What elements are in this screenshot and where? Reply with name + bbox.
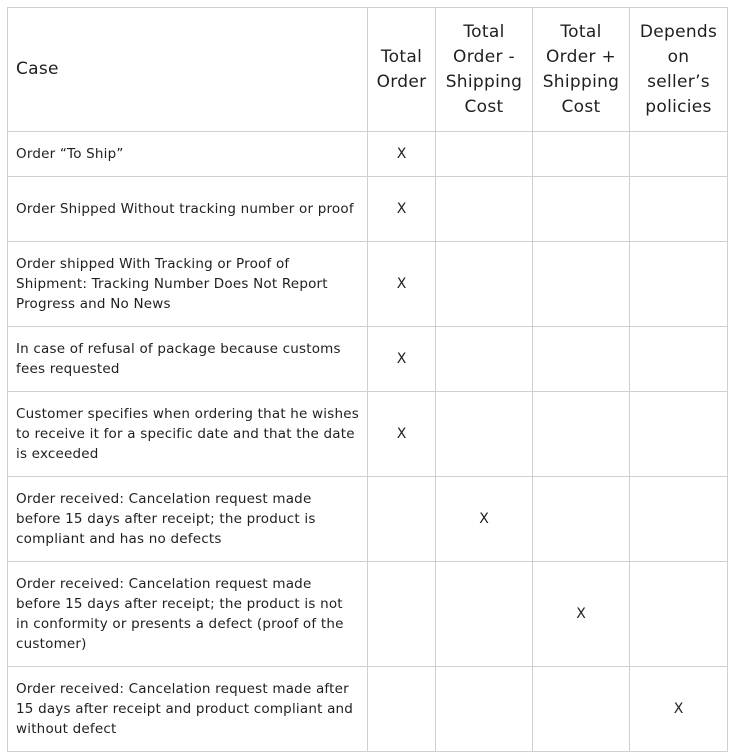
total-minus-shipping-cell: [436, 392, 533, 477]
case-cell: Customer specifies when ordering that he wishes to receive it for a specific date and that the date is exceeded: [8, 392, 368, 477]
case-cell: In case of refusal of package because customs fees requested: [8, 327, 368, 392]
total-minus-shipping-cell: [436, 242, 533, 327]
depends-on-policy-cell: [630, 177, 728, 242]
depends-on-policy-cell: X: [630, 667, 728, 752]
table-row: [8, 327, 728, 392]
total-plus-shipping-cell: [533, 242, 630, 327]
header-total-minus-shipping-line: Cost: [464, 96, 504, 117]
table-row: [8, 242, 728, 327]
case-cell: Order received: Cancelation request made before 15 days after receipt; the product is compliant and has no defects: [8, 477, 368, 562]
total-plus-shipping-cell: X: [533, 562, 630, 667]
header-total-minus-shipping-line: Shipping: [445, 71, 523, 92]
header-total-minus-shipping-line: Total: [463, 21, 505, 42]
depends-on-policy-cell: [630, 242, 728, 327]
header-total-minus-shipping: [436, 8, 533, 132]
total-minus-shipping-cell: [436, 562, 533, 667]
header-depends-on-policy-line: Depends: [639, 21, 718, 42]
table-header: [8, 8, 728, 132]
total-plus-shipping-cell: [533, 327, 630, 392]
header-total-plus-shipping-line: Total: [560, 21, 602, 42]
header-depends-on-policy-line: policies: [645, 96, 712, 117]
header-total-order: [368, 8, 436, 132]
header-case: [8, 8, 368, 132]
depends-on-policy-cell: [630, 327, 728, 392]
header-depends-on-policy-line: on: [667, 46, 690, 67]
header-depends-on-policy-line: seller’s: [647, 71, 710, 92]
depends-on-policy-cell: [630, 132, 728, 177]
total-order-cell: [368, 477, 436, 562]
header-total-plus-shipping-line: Cost: [561, 96, 601, 117]
table-row: [8, 477, 728, 562]
header-total-plus-shipping-line: Shipping: [542, 71, 620, 92]
total-order-cell: [368, 667, 436, 752]
depends-on-policy-cell: [630, 392, 728, 477]
total-minus-shipping-cell: [436, 327, 533, 392]
total-order-cell: X: [368, 132, 436, 177]
header-total-order-line: Total: [380, 46, 423, 67]
table-row: [8, 562, 728, 667]
total-order-cell: [368, 562, 436, 667]
table-row: [8, 177, 728, 242]
case-cell: Order received: Cancelation request made after 15 days after receipt and product compliant and without defect: [8, 667, 368, 752]
header-total-plus-shipping: [533, 8, 630, 132]
case-cell: Order Shipped Without tracking number or proof: [8, 177, 368, 242]
total-minus-shipping-cell: [436, 667, 533, 752]
refund-cases-table: [7, 7, 728, 752]
table-row: [8, 392, 728, 477]
table-body: [8, 132, 728, 752]
case-cell: Order shipped With Tracking or Proof of Shipment: Tracking Number Does Not Report Progress and No News: [8, 242, 368, 327]
total-plus-shipping-cell: [533, 667, 630, 752]
header-case-label: Case: [16, 59, 59, 79]
total-minus-shipping-cell: X: [436, 477, 533, 562]
header-total-order-line: Order: [376, 71, 427, 92]
depends-on-policy-cell: [630, 477, 728, 562]
total-plus-shipping-cell: [533, 177, 630, 242]
case-cell: Order received: Cancelation request made before 15 days after receipt; the product is not in conformity or presents a defect (proof of the customer): [8, 562, 368, 667]
header-row: [8, 8, 728, 132]
depends-on-policy-cell: [630, 562, 728, 667]
case-cell: Order “To Ship”: [8, 132, 368, 177]
total-minus-shipping-cell: [436, 132, 533, 177]
header-total-minus-shipping-line: Order -: [453, 46, 515, 67]
total-plus-shipping-cell: [533, 477, 630, 562]
total-order-cell: X: [368, 177, 436, 242]
total-order-cell: X: [368, 242, 436, 327]
total-order-cell: X: [368, 327, 436, 392]
table-row: [8, 132, 728, 177]
total-order-cell: X: [368, 392, 436, 477]
total-plus-shipping-cell: [533, 132, 630, 177]
total-minus-shipping-cell: [436, 177, 533, 242]
table-row: [8, 667, 728, 752]
header-total-plus-shipping-line: Order +: [545, 46, 617, 67]
total-plus-shipping-cell: [533, 392, 630, 477]
header-depends-on-policy: [630, 8, 728, 132]
